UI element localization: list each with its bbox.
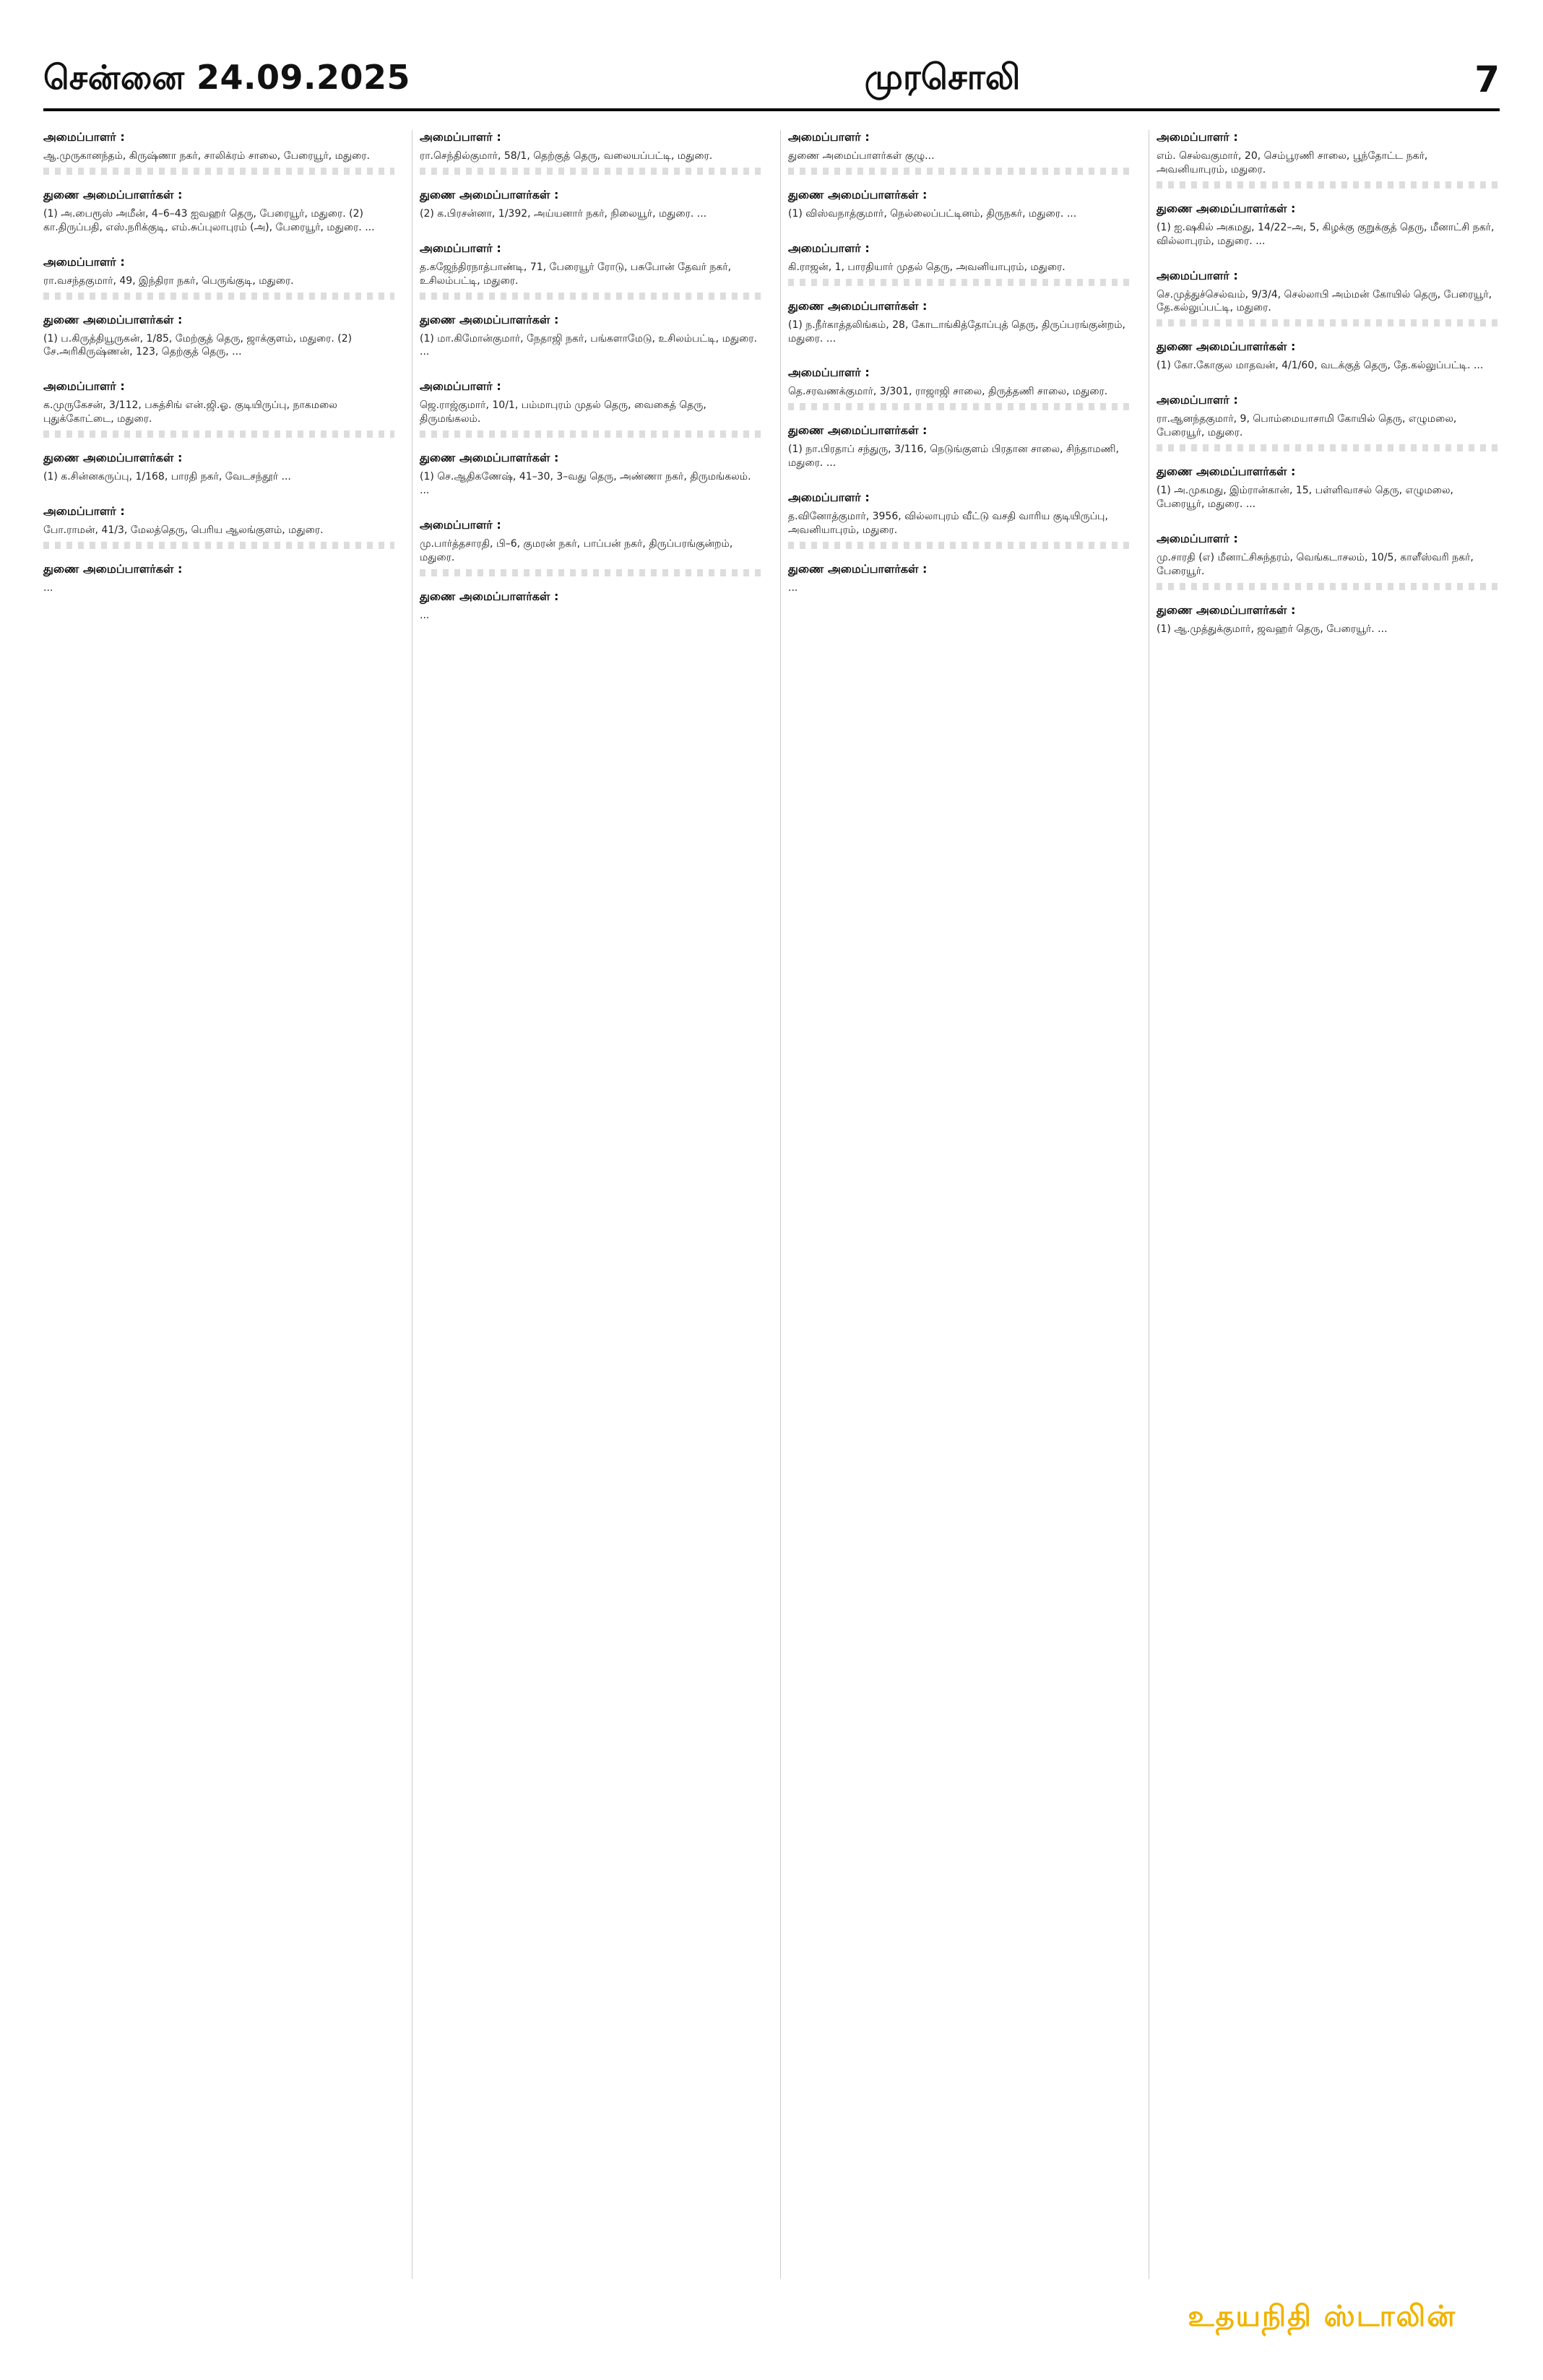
date-city: சென்னை 24.09.2025	[43, 57, 411, 97]
entry-block	[1157, 393, 1500, 511]
divider	[43, 542, 394, 549]
assistant-text: ...	[43, 581, 53, 594]
role-assistant-label: துணை அமைப்பாளர்கள் :	[788, 298, 928, 313]
role-primary-label: அமைப்பாளர் :	[43, 254, 125, 269]
primary-text: மு.சாரதி (எ) மீனாட்சிசுந்தரம், வெங்கடாசலம், 10/5, காளீஸ்வரி நகர், பேரையூர்.	[1157, 551, 1474, 577]
entry-block	[43, 255, 394, 360]
divider	[420, 569, 763, 576]
entry-block	[788, 130, 1131, 221]
assistant-text: ...	[420, 609, 430, 621]
assistant-text: ...	[788, 581, 798, 594]
role-primary-label: அமைப்பாளர் :	[420, 241, 501, 255]
role-assistant-label: துணை அமைப்பாளர்கள் :	[420, 451, 559, 465]
divider	[788, 168, 1131, 175]
role-assistant-label: துணை அமைப்பாளர்கள் :	[788, 187, 928, 202]
role-primary-label: அமைப்பாளர் :	[420, 130, 501, 144]
assistant-text: (1) கோ.கோகுல மாதவன், 4/1/60, வடக்குத் தெரு, தே.கல்லுப்பட்டி. ...	[1157, 360, 1484, 372]
divider	[788, 279, 1131, 286]
assistant-text: (1) ந.நீர்காத்தலிங்கம், 28, கோடாங்கித்தோப்புத் தெரு, திருப்பரங்குன்றம், மதுரை. ...	[788, 319, 1126, 345]
role-primary-label: அமைப்பாளர் :	[788, 241, 870, 255]
primary-text: ஜெ.ராஜ்குமார், 10/1, பம்மாபுரம் முதல் தெரு, வைகைத் தெரு, திருமங்கலம்.	[420, 399, 706, 425]
masthead	[43, 51, 1500, 108]
primary-text: மு.பார்த்தசாரதி, பி–6, குமரன் நகர், பாப்பன் நகர், திருப்பரங்குன்றம், மதுரை.	[420, 537, 733, 563]
columns-grid	[43, 130, 1500, 2279]
entry-block	[788, 365, 1131, 470]
role-primary-label: அமைப்பாளர் :	[420, 379, 501, 394]
role-primary-label: அமைப்பாளர் :	[43, 379, 125, 394]
role-assistant-label: துணை அமைப்பாளர்கள் :	[1157, 602, 1296, 617]
primary-text: த.கஜேந்திரநாத்பாண்டி, 71, பேரையூர் ரோடு, பசுபோன் தேவர் நகர், உசிலம்பட்டி, மதுரை.	[420, 261, 732, 287]
column-3	[780, 130, 1131, 2279]
newspaper-name: முரசொலி	[864, 57, 1021, 98]
header-rule	[43, 108, 1500, 111]
page-number: 7	[1474, 59, 1500, 100]
role-assistant-label: துணை அமைப்பாளர்கள் :	[43, 561, 183, 576]
assistant-text: (1) ப.கிருத்தியூருகன், 1/85, மேற்குத் தெரு, ஜாக்குளம், மதுரை. (2) சே.அரிகிருஷ்ணன், 123, தெற்குத் தெரு, ...	[43, 332, 353, 358]
role-primary-label: அமைப்பாளர் :	[788, 130, 870, 144]
role-primary-label: அமைப்பாளர் :	[1157, 268, 1238, 282]
signature: உதயநிதி ஸ்டாலின்	[1188, 2300, 1456, 2333]
assistant-text: (1) ஐ.ஷகில் அகமது, 14/22–அ, 5, கிழக்கு குறுக்குத் தெரு, மீனாட்சி நகர், வில்லாபுரம், மதுரை. ...	[1157, 221, 1495, 247]
assistant-text: (1) விஸ்வநாத்குமார், நெல்லைப்பட்டினம், திருநகர், மதுரை. ...	[788, 207, 1077, 220]
role-primary-label: அமைப்பாளர் :	[43, 504, 125, 519]
primary-text: ஆ.முருகானந்தம், கிருஷ்ணா நகர், சாலிக்ரம் சாலை, பேரையூர், மதுரை.	[43, 150, 370, 162]
primary-text: கி.ராஜன், 1, பாரதியார் முதல் தெரு, அவனியாபுரம், மதுரை.	[788, 261, 1066, 273]
divider	[420, 168, 763, 175]
divider	[420, 430, 763, 438]
primary-text: துணை அமைப்பாளர்கள் குழு...	[788, 150, 935, 162]
role-assistant-label: துணை அமைப்பாளர்கள் :	[420, 187, 559, 202]
entry-block	[43, 379, 394, 484]
assistant-text: (2) க.பிரசன்னா, 1/392, அய்யனார் நகர், நிலையூர், மதுரை. ...	[420, 207, 707, 220]
role-primary-label: அமைப்பாளர் :	[788, 365, 870, 380]
assistant-text: (1) க.சின்னகருப்பு, 1/168, பாரதி நகர், வேடசந்தூர் ...	[43, 471, 291, 483]
entry-block	[420, 518, 763, 623]
divider	[1157, 319, 1500, 326]
primary-text: போ.ராமன், 41/3, மேலத்தெரு, பெரிய ஆலங்குளம், மதுரை.	[43, 524, 324, 537]
primary-text: க.முருகேசன், 3/112, பசுத்சிங் என்.ஜி.ஓ. குடியிருப்பு, நாகமலை புதுக்கோட்டை, மதுரை.	[43, 399, 337, 425]
primary-text: தெ.சரவணக்குமார், 3/301, ராஜாஜி சாலை, திருத்தணி சாலை, மதுரை.	[788, 386, 1108, 398]
assistant-text: (1) நா.பிரதாப் சந்துரு, 3/116, நெடுங்குளம் பிரதான சாலை, சிந்தாமணி, மதுரை. ...	[788, 443, 1119, 469]
primary-text: ரா.செந்தில்குமார், 58/1, தெற்குத் தெரு, வலையப்பட்டி, மதுரை.	[420, 150, 713, 162]
assistant-text: (1) அ.பைரூஸ் அமீன், 4–6–43 ஐவஹர் தெரு, பேரையூர், மதுரை. (2) கா.திருப்பதி, எஸ்.நரிக்குடி, எம்.சுப்புலாபுரம் (அ), பேரையூர், மதுரை. ...	[43, 207, 375, 233]
primary-text: த.வினோத்குமார், 3956, வில்லாபுரம் வீட்டு வசதி வாரிய குடியிருப்பு, அவனியாபுரம், மதுரை.	[788, 511, 1108, 537]
role-assistant-label: துணை அமைப்பாளர்கள் :	[1157, 201, 1296, 215]
divider	[1157, 444, 1500, 451]
divider	[1157, 583, 1500, 590]
role-assistant-label: துணை அமைப்பாளர்கள் :	[788, 423, 928, 438]
column-4	[1149, 130, 1500, 2279]
entry-block	[43, 504, 394, 595]
entry-block	[1157, 269, 1500, 373]
assistant-text: (1) செ.ஆதிகணேஷ், 41–30, 3–வது தெரு, அண்ணா நகர், திருமங்கலம். ...	[420, 471, 751, 497]
role-assistant-label: துணை அமைப்பாளர்கள் :	[1157, 464, 1296, 479]
entry-block	[788, 241, 1131, 346]
divider	[43, 430, 394, 438]
entry-block	[420, 130, 763, 221]
entry-block	[420, 241, 763, 360]
divider	[788, 542, 1131, 549]
divider	[43, 293, 394, 300]
divider	[788, 403, 1131, 410]
primary-text: செ.முத்துச்செல்வம், 9/3/4, செல்லாபி அம்மன் கோயில் தெரு, பேரையூர், தே.கல்லுப்பட்டி, மதுரை.	[1157, 288, 1492, 314]
entry-block	[1157, 130, 1500, 248]
assistant-text: (1) ஆ.முத்துக்குமார், ஜவஹர் தெரு, பேரையூர். ...	[1157, 623, 1388, 635]
divider	[1157, 181, 1500, 189]
role-assistant-label: துணை அமைப்பாளர்கள் :	[43, 312, 183, 326]
entry-block	[788, 490, 1131, 595]
role-primary-label: அமைப்பாளர் :	[1157, 393, 1238, 407]
primary-text: ரா.வசந்தகுமார், 49, இந்திரா நகர், பெருங்குடி, மதுரை.	[43, 274, 294, 287]
role-assistant-label: துணை அமைப்பாளர்கள் :	[43, 187, 183, 202]
primary-text: எம். செல்வகுமார், 20, செம்பூரணி சாலை, பூந்தோட்ட நகர், அவனியாபுரம், மதுரை.	[1157, 150, 1428, 176]
entry-block	[1157, 532, 1500, 636]
divider	[420, 293, 763, 300]
role-assistant-label: துணை அமைப்பாளர்கள் :	[1157, 339, 1296, 354]
role-assistant-label: துணை அமைப்பாளர்கள் :	[420, 312, 559, 326]
column-1	[43, 130, 394, 2279]
entry-block	[420, 379, 763, 498]
column-2	[412, 130, 763, 2279]
role-primary-label: அமைப்பாளர் :	[1157, 531, 1238, 545]
assistant-text: (1) அ.முகமது, இம்ரான்கான், 15, பள்ளிவாசல் தெரு, எழுமலை, பேரையூர், மதுரை. ...	[1157, 485, 1453, 510]
role-primary-label: அமைப்பாளர் :	[1157, 130, 1238, 144]
role-primary-label: அமைப்பாளர் :	[788, 490, 870, 505]
role-assistant-label: துணை அமைப்பாளர்கள் :	[43, 451, 183, 465]
assistant-text: (1) மா.கிமோன்குமார், நேதாஜி நகர், பங்களாமேடு, உசிலம்பட்டி, மதுரை. ...	[420, 332, 757, 358]
role-assistant-label: துணை அமைப்பாளர்கள் :	[788, 561, 928, 576]
entry-block	[43, 130, 394, 235]
role-primary-label: அமைப்பாளர் :	[420, 517, 501, 532]
role-assistant-label: துணை அமைப்பாளர்கள் :	[420, 589, 559, 603]
role-primary-label: அமைப்பாளர் :	[43, 130, 125, 144]
divider	[43, 168, 394, 175]
primary-text: ரா.ஆனந்தகுமார், 9, பொம்மையாசாமி கோயில் தெரு, எழுமலை, பேரையூர், மதுரை.	[1157, 413, 1457, 439]
